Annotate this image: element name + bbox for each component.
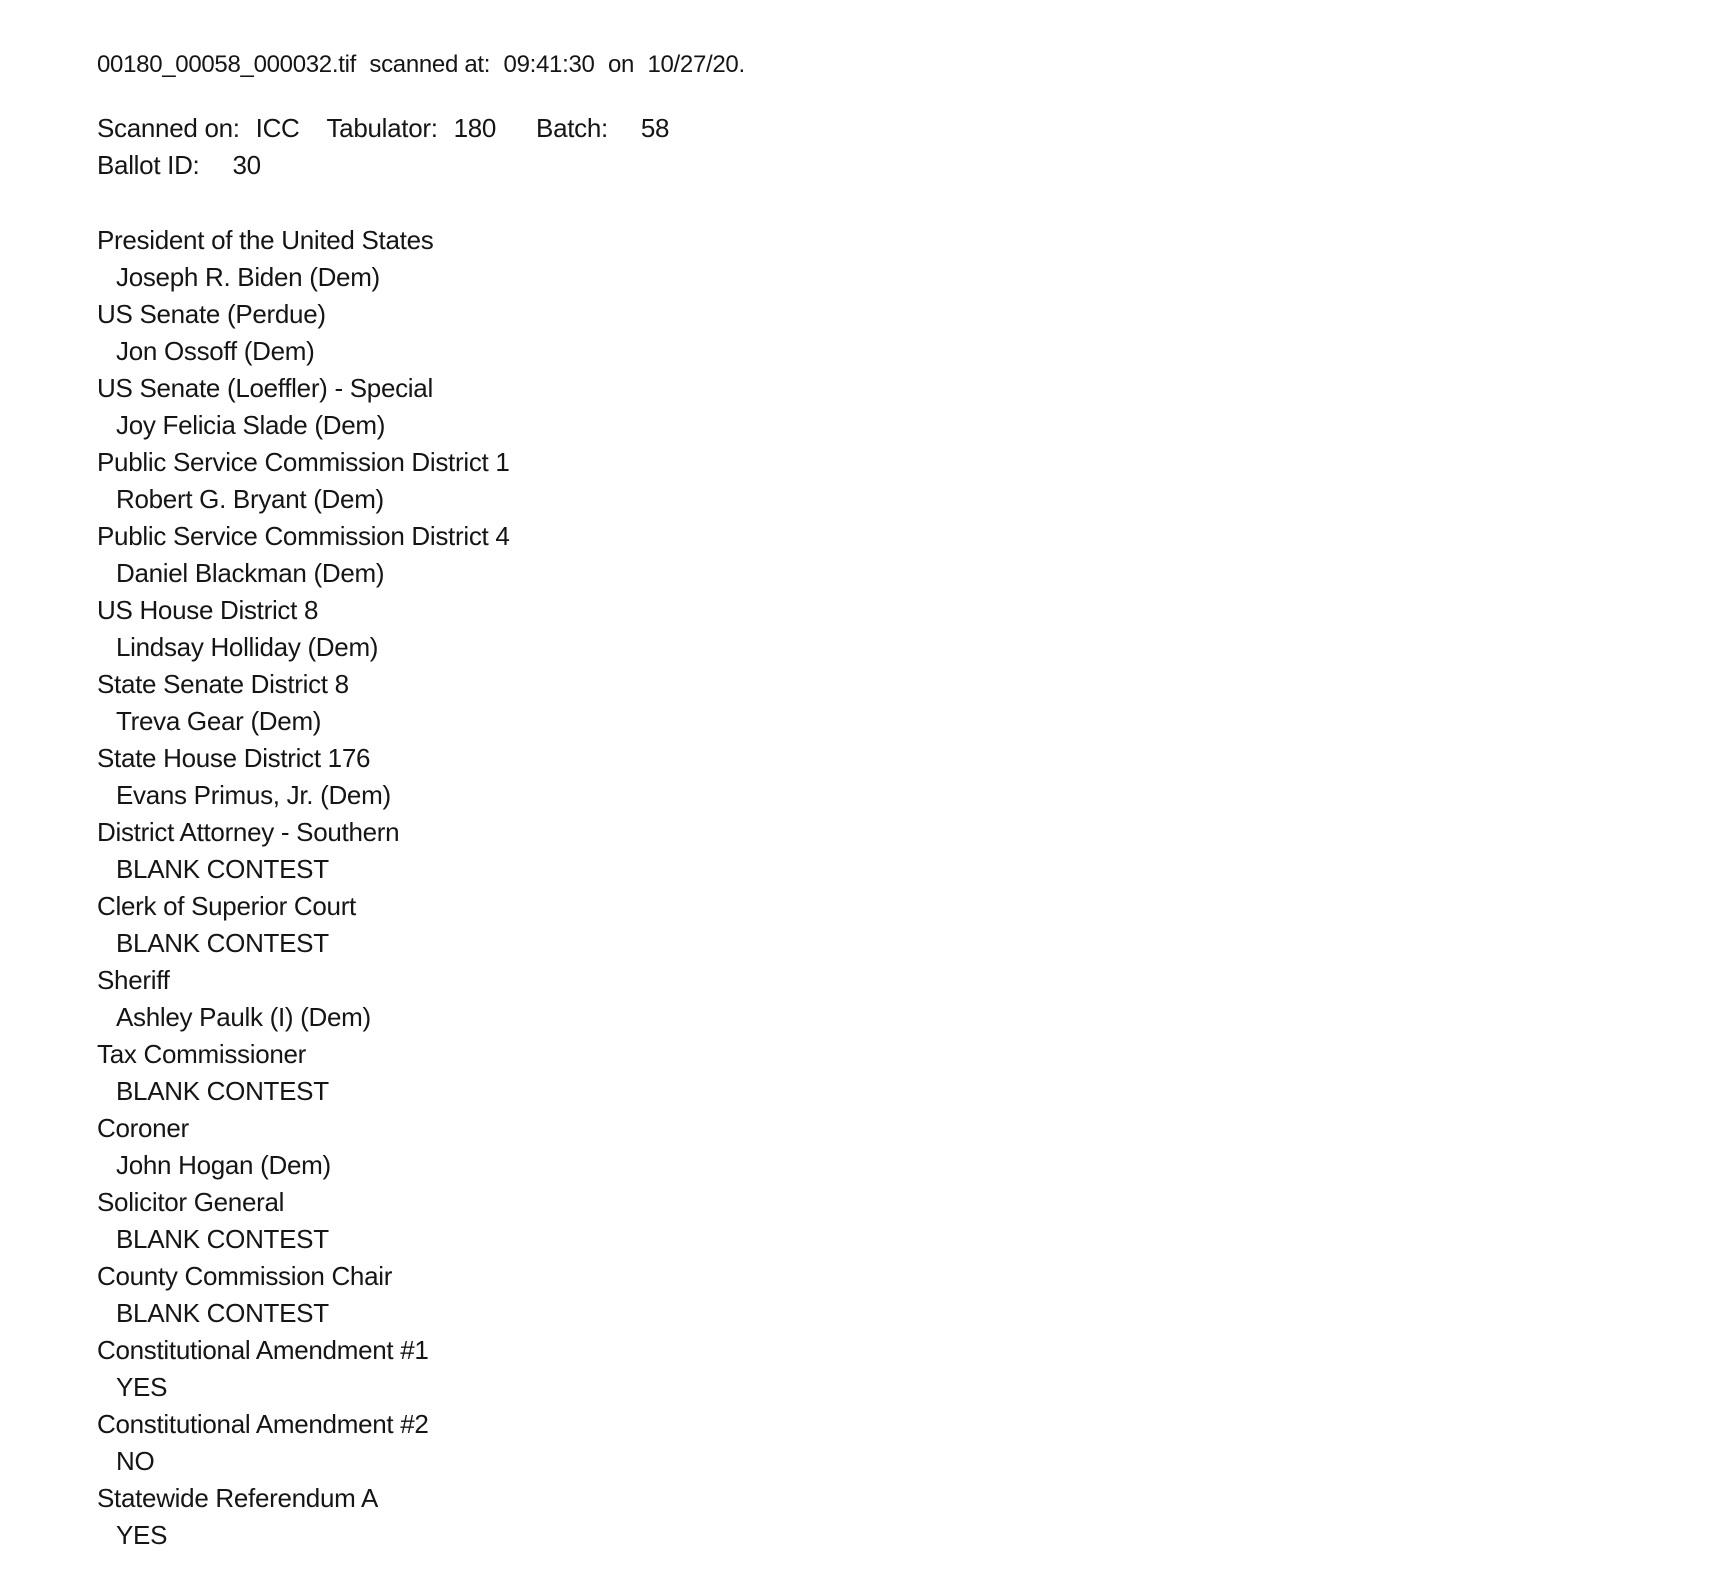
contest-entry [97,888,1671,962]
contest-name: US Senate (Loeffler) - Special [97,373,433,403]
scanner-label: Scanned on: [97,113,240,143]
contest-name: Public Service Commission District 4 [97,521,510,551]
contest-entry [97,592,1671,666]
tabulator-label: Tabulator: [326,113,438,143]
contest-entry [97,518,1671,592]
contest-selection: YES [116,1372,168,1402]
contest-selection: Daniel Blackman (Dem) [116,558,385,588]
contest-name: President of the United States [97,225,434,255]
contest-name: US Senate (Perdue) [97,299,326,329]
contest-selection: Joseph R. Biden (Dem) [116,262,380,292]
contest-name: State House District 176 [97,743,371,773]
contest-name: Tax Commissioner [97,1039,307,1069]
contest-name: District Attorney - Southern [97,817,400,847]
contest-selection: BLANK CONTEST [116,854,329,884]
batch-label: Batch: [536,113,608,143]
contest-entry [97,1406,1671,1480]
scan-filename: 00180_00058_000032.tif [97,51,356,78]
ballot-id-value: 30 [232,150,261,180]
contest-name: Clerk of Superior Court [97,891,356,921]
contest-selection: Evans Primus, Jr. (Dem) [116,780,391,810]
contest-entry [97,666,1671,740]
contest-entry [97,1332,1671,1406]
contest-selection: Jon Ossoff (Dem) [116,336,315,366]
scanned-at-label: scanned at: [369,51,491,78]
scan-on-label: on [607,51,635,78]
scanner-value: ICC [255,113,300,143]
contest-name: US House District 8 [97,595,319,625]
batch-value: 58 [640,113,670,143]
contest-entry [97,1110,1671,1184]
contest-name: Coroner [97,1113,189,1143]
contest-selection: Ashley Paulk (I) (Dem) [116,1002,371,1032]
contest-selection: Joy Felicia Slade (Dem) [116,410,386,440]
contest-entry [97,222,1671,296]
contest-selection: BLANK CONTEST [116,928,329,958]
contest-name: Solicitor General [97,1187,285,1217]
contest-selection: Treva Gear (Dem) [116,706,322,736]
contest-list [97,222,1671,1554]
contest-selection: YES [116,1520,168,1550]
contest-entry [97,370,1671,444]
contest-name: County Commission Chair [97,1261,393,1291]
contest-entry [97,740,1671,814]
scan-filename-line [97,50,1671,80]
contest-selection: NO [116,1446,155,1476]
contest-entry [97,1258,1671,1332]
scan-date: 10/27/20. [647,51,745,78]
contest-name: Public Service Commission District 1 [97,447,510,477]
tabulator-value: 180 [453,113,497,143]
contest-entry [97,962,1671,1036]
contest-selection: Robert G. Bryant (Dem) [116,484,384,514]
contest-selection: BLANK CONTEST [116,1224,329,1254]
contest-name: State Senate District 8 [97,669,349,699]
contest-entry [97,444,1671,518]
contest-selection: BLANK CONTEST [116,1298,329,1328]
contest-name: Constitutional Amendment #1 [97,1335,429,1365]
contest-name: Sheriff [97,965,170,995]
contest-selection: Lindsay Holliday (Dem) [116,632,379,662]
contest-selection: John Hogan (Dem) [116,1150,331,1180]
contest-entry [97,1036,1671,1110]
contest-entry [97,1184,1671,1258]
contest-name: Constitutional Amendment #2 [97,1409,429,1439]
scan-time: 09:41:30 [503,51,595,78]
contest-entry [97,814,1671,888]
contest-entry [97,296,1671,370]
contest-entry [97,1480,1671,1554]
ballot-id-line [97,147,1671,184]
scan-meta-line [97,110,1671,147]
contest-selection: BLANK CONTEST [116,1076,329,1106]
contest-name: Statewide Referendum A [97,1483,379,1513]
ballot-id-label: Ballot ID: [97,150,200,180]
